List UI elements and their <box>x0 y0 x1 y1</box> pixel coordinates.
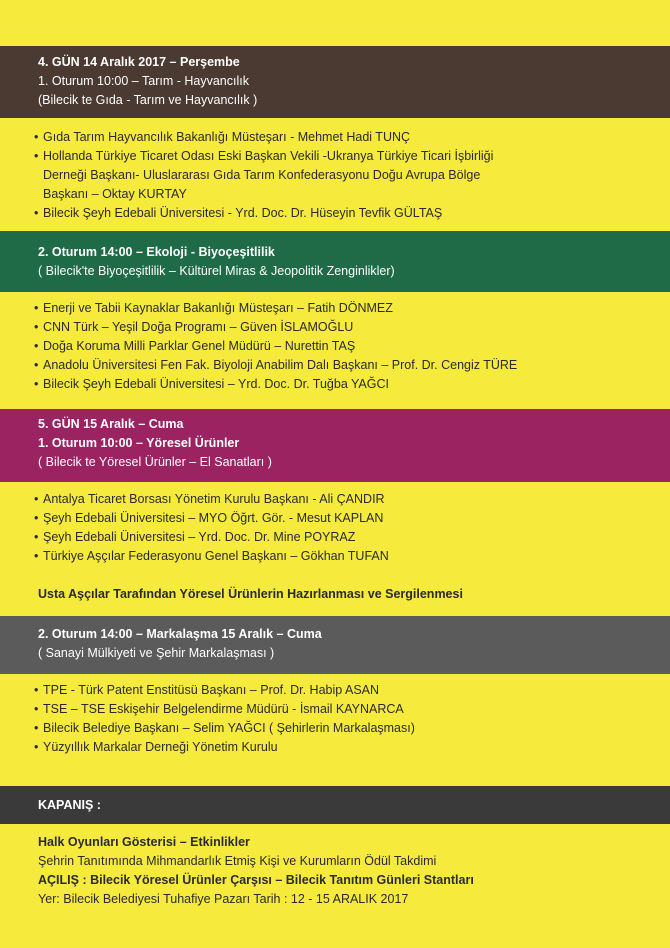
ecology-title: 2. Oturum 14:00 – Ekoloji - Biyoçeşitlilik <box>38 245 275 259</box>
day5-session: 1. Oturum 10:00 – Yöresel Ürünler <box>38 436 240 450</box>
list-item: • CNN Türk – Yeşil Doğa Programı – Güven İSLAMOĞLU <box>34 318 644 337</box>
list-item: • Bilecik Şeyh Edebali Üniversitesi - Yrd. Doc. Dr. Hüseyin Tevfik GÜLTAŞ <box>34 204 644 223</box>
list-item: • Yüzyıllık Markalar Derneği Yönetim Kurulu <box>34 738 644 757</box>
branding-subtitle: ( Sanayi Mülkiyeti ve Şehir Markalaşması ) <box>38 646 275 660</box>
day5-subtitle: ( Bilecik te Yöresel Ürünler – El Sanatları ) <box>38 455 272 469</box>
closing-header <box>0 786 670 824</box>
list-item: • Şeyh Edebali Üniversitesi – Yrd. Doc. Dr. Mine POYRAZ <box>34 528 644 547</box>
list-item: • TSE – TSE Eskişehir Belgelendirme Müdürü - İsmail KAYNARCA <box>34 700 644 719</box>
list-item: • Hollanda Türkiye Ticaret Odası Eski Başkan Vekili -Ukranya Türkiye Ticari İşbirliği Derneği Başkanı- Uluslararası Gıda Tarım Konfederasyonu Doğu Avrupa Bölge Başkanı – Oktay KURTAY <box>34 147 644 204</box>
day4-header <box>0 46 670 118</box>
chef-note: Usta Aşçılar Tarafından Yöresel Ürünlerin Hazırlanması ve Sergilenmesi <box>38 587 463 601</box>
closing-title: KAPANIŞ : <box>38 798 101 812</box>
day5-list <box>34 490 644 566</box>
list-item: • Gıda Tarım Hayvancılık Bakanlığı Müsteşarı - Mehmet Hadi TUNÇ <box>34 128 644 147</box>
list-item: • Antalya Ticaret Borsası Yönetim Kurulu Başkanı - Ali ÇANDIR <box>34 490 644 509</box>
day5-title: 5. GÜN 15 Aralık – Cuma <box>38 417 184 431</box>
list-item: • TPE - Türk Patent Enstitüsü Başkanı – Prof. Dr. Habip ASAN <box>34 681 644 700</box>
branding-title: 2. Oturum 14:00 – Markalaşma 15 Aralık – Cuma <box>38 627 322 641</box>
day4-session: 1. Oturum 10:00 – Tarım - Hayvancılık <box>38 74 249 88</box>
closing-line-1: Halk Oyunları Gösterisi – Etkinlikler <box>38 835 250 849</box>
branding-list <box>34 681 644 757</box>
closing-line-2: Şehrin Tanıtımında Mihmandarlık Etmiş Kişi ve Kurumların Ödül Takdimi <box>38 854 437 868</box>
branding-header <box>0 616 670 674</box>
ecology-header <box>0 231 670 292</box>
day5-header <box>0 409 670 482</box>
list-item: • Bilecik Belediye Başkanı – Selim YAĞCI ( Şehirlerin Markalaşması) <box>34 719 644 738</box>
day4-subtitle: (Bilecik te Gıda - Tarım ve Hayvancılık ) <box>38 93 258 107</box>
list-item: • Bilecik Şeyh Edebali Üniversitesi – Yrd. Doc. Dr. Tuğba YAĞCI <box>34 375 644 394</box>
list-item: • Enerji ve Tabii Kaynaklar Bakanlığı Müsteşarı – Fatih DÖNMEZ <box>34 299 644 318</box>
ecology-subtitle: ( Bilecik'te Biyoçeşitlilik – Kültürel Miras & Jeopolitik Zenginlikler) <box>38 264 395 278</box>
day4-title: 4. GÜN 14 Aralık 2017 – Perşembe <box>38 55 240 69</box>
list-item: • Anadolu Üniversitesi Fen Fak. Biyoloji Anabilim Dalı Başkanı – Prof. Dr. Cengiz TÜRE <box>34 356 644 375</box>
day4-list <box>34 128 644 223</box>
list-item: • Türkiye Aşçılar Federasyonu Genel Başkanı – Gökhan TUFAN <box>34 547 644 566</box>
list-item: • Doğa Koruma Milli Parklar Genel Müdürü – Nurettin TAŞ <box>34 337 644 356</box>
closing-line-4: Yer: Bilecik Belediyesi Tuhafiye Pazarı Tarih : 12 - 15 ARALIK 2017 <box>38 892 409 906</box>
closing-text <box>38 833 648 909</box>
closing-line-3: AÇILIŞ : Bilecik Yöresel Ürünler Çarşısı – Bilecik Tanıtım Günleri Stantları <box>38 873 474 887</box>
ecology-list <box>34 299 644 394</box>
list-item: • Şeyh Edebali Üniversitesi – MYO Öğrt. Gör. - Mesut KAPLAN <box>34 509 644 528</box>
